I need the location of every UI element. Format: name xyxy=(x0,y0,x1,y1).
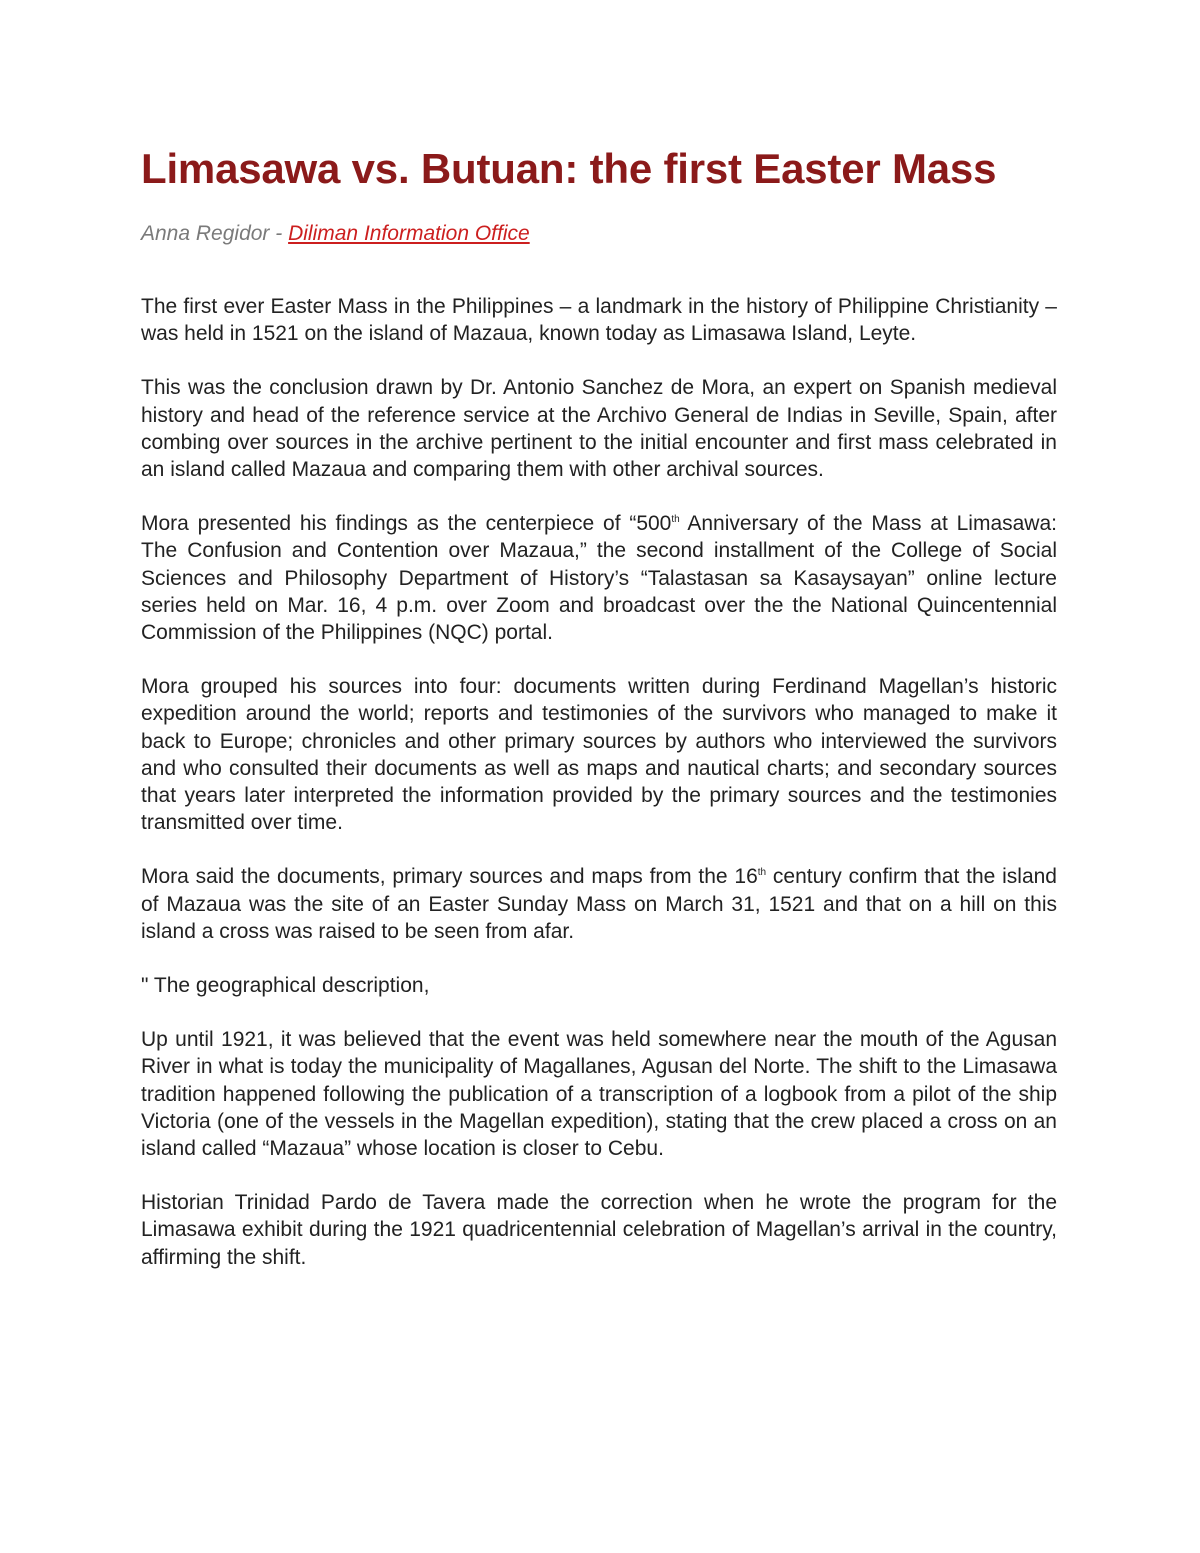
paragraph-4: Mora grouped his sources into four: documents written during Ferdinand Magellan’s historic expedition around the world; reports and testimonies of the survivors who managed to make it back to Europe; chronicles and other primary sources by authors who interviewed the survivors and who consulted their documents as well as maps and nautical charts; and secondary sources that years later interpreted the information provided by the primary sources and the testimonies transmitted over time. xyxy=(141,675,1057,835)
paragraph-5 xyxy=(141,863,1057,945)
paragraph-3-text-a: Mora presented his findings as the centerpiece of “500 xyxy=(141,512,672,536)
paragraph-5-text-b: century confirm that the island of Mazaua was the site of an Easter Sunday Mass on March 31, 1521 and that on a hill on this island a cross was raised to be seen from afar. xyxy=(141,865,1057,943)
ordinal-superscript: th xyxy=(757,867,767,879)
article-title: Limasawa vs. Butuan: the first Easter Mass xyxy=(141,145,997,192)
byline-author: Anna Regidor xyxy=(141,222,270,245)
paragraph-3-text-b: Anniversary of the Mass at Limasawa: The Confusion and Contention over Mazaua,” the second installment of the College of Social Sciences and Philosophy Department of History’s “Talastasan sa Kasaysayan” online lecture series held on Mar. 16, 4 p.m. over Zoom and broadcast over the the National Quincentennial Commission of the Philippines (NQC) portal. xyxy=(141,512,1057,645)
paragraph-1: The first ever Easter Mass in the Philippines – a landmark in the history of Philippine Christianity – was held in 1521 on the island of Mazaua, known today as Limasawa Island, Leyte. xyxy=(141,295,1057,346)
byline xyxy=(141,220,1057,248)
document-page xyxy=(141,140,1057,1271)
paragraph-7: Up until 1921, it was believed that the event was held somewhere near the mouth of the Agusan River in what is today the municipality of Magallanes, Agusan del Norte. The shift to the Limasawa tradition happened following the publication of a transcription of a logbook from a pilot of the ship Victoria (one of the vessels in the Magellan expedition), stating that the crew placed a cross on an island called “Mazaua” whose location is closer to Cebu. xyxy=(141,1028,1057,1161)
organization-link[interactable]: Diliman Information Office xyxy=(288,222,530,245)
ordinal-superscript: th xyxy=(671,514,680,526)
byline-separator: - xyxy=(269,222,289,245)
paragraph-6: " The geographical description, xyxy=(141,974,430,998)
paragraph-3 xyxy=(141,510,1057,646)
paragraph-8: Historian Trinidad Pardo de Tavera made the correction when he wrote the program for the Limasawa exhibit during the 1921 quadricentennial celebration of Magellan’s arrival in the country, affirming the shift. xyxy=(141,1191,1057,1269)
paragraph-5-text-a: Mora said the documents, primary sources and maps from the 16 xyxy=(141,865,758,889)
paragraph-2: This was the conclusion drawn by Dr. Antonio Sanchez de Mora, an expert on Spanish medieval history and head of the reference service at the Archivo General de Indias in Seville, Spain, after combing over sources in the archive pertinent to the initial encounter and first mass celebrated in an island called Mazaua and comparing them with other archival sources. xyxy=(141,376,1057,482)
